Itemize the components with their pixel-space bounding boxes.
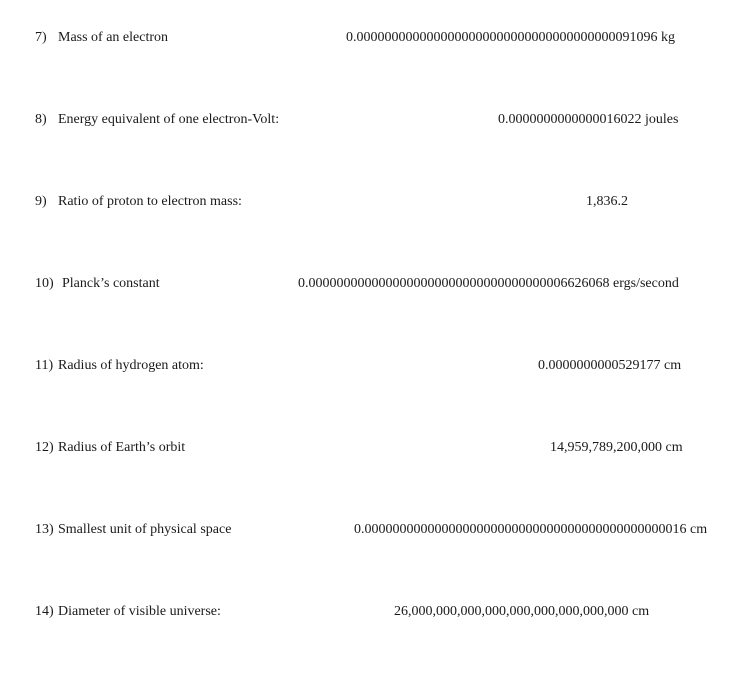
item-number: 9) bbox=[35, 194, 47, 209]
item-number: 7) bbox=[35, 30, 47, 45]
item-number: 13) bbox=[35, 522, 54, 537]
list-item-10 bbox=[0, 274, 755, 294]
item-value: 0.0000000000529177 cm bbox=[538, 358, 682, 373]
list-item-12 bbox=[0, 438, 755, 458]
item-label: Radius of Earth’s orbit bbox=[58, 440, 186, 455]
item-value: 0.0000000000000016022 joules bbox=[498, 112, 679, 127]
item-number: 14) bbox=[35, 604, 54, 619]
list-item-14 bbox=[0, 602, 755, 622]
item-label: Radius of hydrogen atom: bbox=[58, 358, 204, 373]
list-item-7 bbox=[0, 28, 755, 48]
item-label: Ratio of proton to electron mass: bbox=[58, 194, 242, 209]
item-number: 10) bbox=[35, 276, 54, 291]
item-value: 1,836.2 bbox=[586, 194, 628, 209]
item-number: 8) bbox=[35, 112, 47, 127]
item-value: 14,959,789,200,000 cm bbox=[550, 440, 683, 455]
item-label: Planck’s constant bbox=[62, 276, 160, 291]
item-number: 12) bbox=[35, 440, 54, 455]
item-label: Diameter of visible universe: bbox=[58, 604, 221, 619]
list-item-13 bbox=[0, 520, 755, 540]
item-label: Mass of an electron bbox=[58, 30, 169, 45]
item-value: 26,000,000,000,000,000,000,000,000,000 cm bbox=[394, 604, 650, 619]
item-value: 0.0000000000000000000000000000000000006626068 ergs/second bbox=[298, 276, 679, 291]
list-item-8 bbox=[0, 110, 755, 130]
item-value: 0.0000000000000000000000000000000000000000000016 cm bbox=[354, 522, 708, 537]
item-label: Smallest unit of physical space bbox=[58, 522, 232, 537]
item-label: Energy equivalent of one electron-Volt: bbox=[58, 112, 280, 127]
list-item-9 bbox=[0, 192, 755, 212]
list-item-11 bbox=[0, 356, 755, 376]
item-value: 0.0000000000000000000000000000000000000091096 kg bbox=[346, 30, 675, 45]
item-number: 11) bbox=[35, 358, 54, 373]
